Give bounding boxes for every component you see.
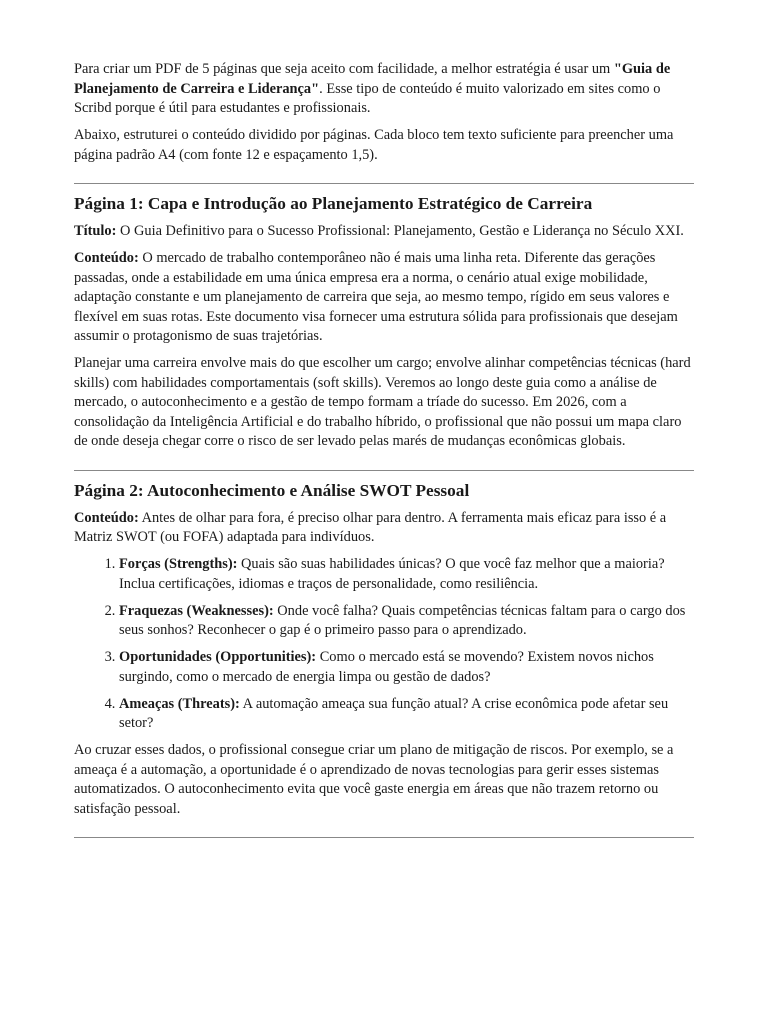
page2-content-paragraph	[74, 509, 694, 548]
page1-title-label: Título:	[74, 223, 117, 239]
page1-title-paragraph	[74, 222, 694, 242]
swot-list	[74, 555, 694, 734]
swot-label-weaknesses: Fraquezas (Weaknesses):	[119, 602, 274, 619]
intro-paragraph-2: Abaixo, estruturei o conteúdo dividido por páginas. Cada bloco tem texto suficiente para preencher uma página padrão A4 (com fonte 12 e espaçamento 1,5).	[74, 127, 674, 163]
intro-guide-title: "Guia de Planejamento de Carreira e Liderança"	[74, 61, 671, 97]
list-item	[119, 555, 694, 594]
page1-heading: Página 1: Capa e Introdução ao Planejamento Estratégico de Carreira	[74, 194, 593, 213]
swot-label-strengths: Forças (Strengths):	[119, 556, 238, 572]
document-page	[74, 60, 694, 846]
intro-text-b: . Esse tipo de conteúdo é muito valorizado em sites como o Scribd porque é útil para estudantes e profissionais.	[74, 80, 661, 116]
swot-label-threats: Ameaças (Threats):	[119, 695, 240, 712]
page1-content-text: O mercado de trabalho contemporâneo não é mais uma linha reta. Diferente das gerações passadas, onde a estabilidade em uma única empresa era a norma, o cenário atual exige mobilidade, adaptação constante e um planejamento de carreira que seja, ao mesmo tempo, rígido em seus valores e flexível em suas rotas. Este documento visa fornecer uma estrutura sólida para profissionais que desejam assumir o protagonismo de suas trajetórias.	[74, 250, 678, 344]
swot-text-opportunities: Como o mercado está se movendo? Existem novos nichos surgindo, como o mercado de energia limpa ou gestão de dados?	[119, 649, 654, 685]
page1-paragraph-2: Planejar uma carreira envolve mais do que escolher um cargo; envolve alinhar competências técnicas (hard skills) com habilidades comportamentais (soft skills). Veremos ao longo deste guia como a análise de mercado, o autoconhecimento e a gestão de tempo formam a tríade do sucesso. Em 2026, com a consolidação da Inteligência Artificial e do trabalho híbrido, o profissional que não possui um mapa claro de onde deseja chegar corre o risco de ser levado pelas marés de mudanças econômicas globais.	[74, 355, 691, 449]
swot-text-strengths: Quais são suas habilidades únicas? O que você faz melhor que a maioria? Inclua certificações, idiomas e traços de personalidade, como resiliência.	[119, 556, 665, 592]
page1-content-paragraph	[74, 249, 694, 347]
list-item	[119, 602, 694, 641]
page2-closing-paragraph: Ao cruzar esses dados, o profissional consegue criar um plano de mitigação de riscos. Por exemplo, se a ameaça é a automação, a oportunidade é o aprendizado de novas tecnologias para gerir esses sistemas automatizados. O autoconhecimento evita que você gaste energia em áreas que não trazem retorno ou satisfação pessoal.	[74, 742, 674, 817]
page1-content-label: Conteúdo:	[74, 250, 139, 266]
page2-content-label: Conteúdo:	[74, 509, 139, 526]
page2-content-text: Antes de olhar para fora, é preciso olhar para dentro. A ferramenta mais eficaz para isso é a Matriz SWOT (ou FOFA) adaptada para indivíduos.	[74, 509, 667, 545]
page2-heading: Página 2: Autoconhecimento e Análise SWOT Pessoal	[74, 480, 470, 500]
divider	[74, 183, 694, 184]
list-item	[119, 648, 694, 687]
intro-paragraph-1	[74, 60, 694, 119]
swot-text-threats: A automação ameaça sua função atual? A crise econômica pode afetar seu setor?	[119, 695, 669, 731]
list-item	[119, 695, 694, 734]
swot-text-weaknesses: Onde você falha? Quais competências técnicas faltam para o cargo dos seus sonhos? Reconhecer o gap é o primeiro passo para o aprendizado.	[119, 602, 686, 638]
divider	[74, 837, 694, 838]
swot-label-opportunities: Oportunidades (Opportunities):	[119, 649, 317, 665]
divider	[74, 470, 694, 471]
intro-text-a: Para criar um PDF de 5 páginas que seja aceito com facilidade, a melhor estratégia é usar um	[74, 61, 614, 77]
page1-title-text: O Guia Definitivo para o Sucesso Profissional: Planejamento, Gestão e Liderança no Século XXI.	[116, 223, 684, 239]
